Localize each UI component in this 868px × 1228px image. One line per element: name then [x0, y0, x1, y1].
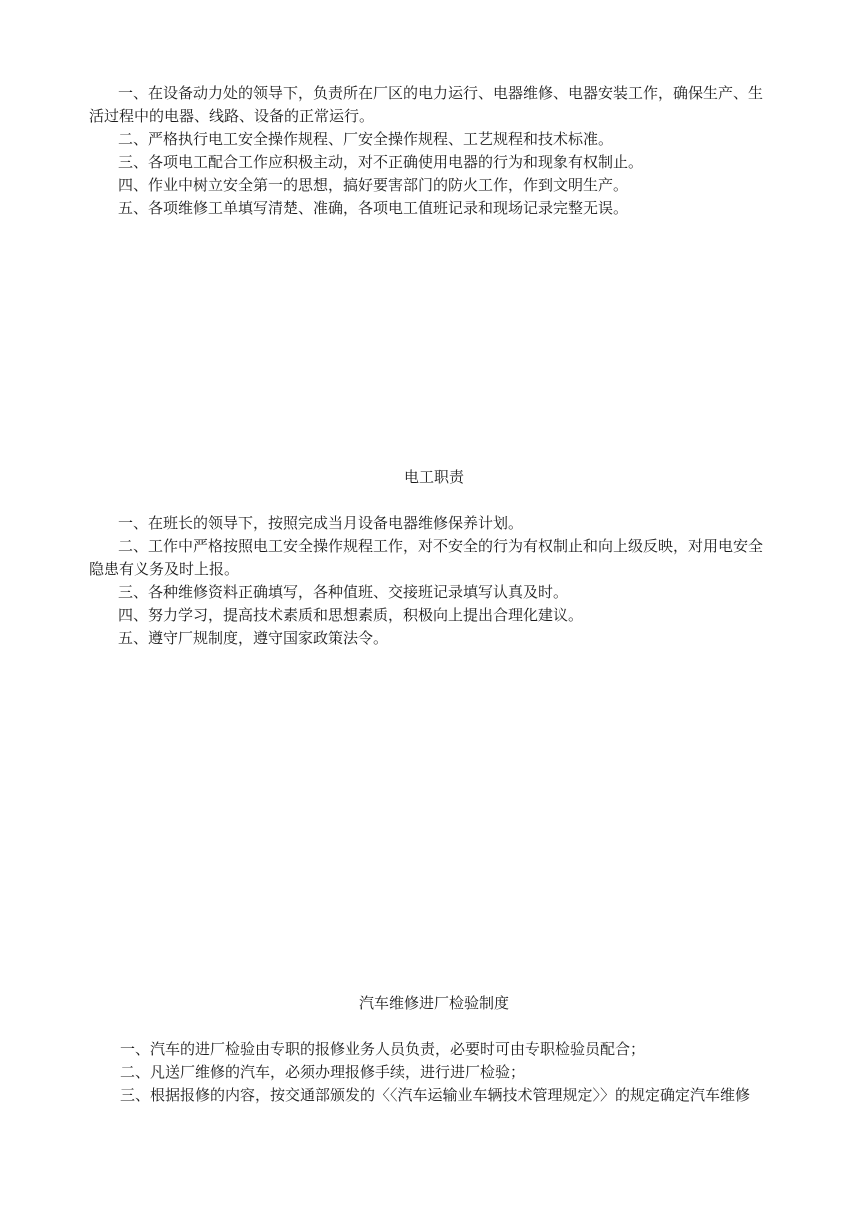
paragraph-item-3: 三、各项电工配合工作应积极主动，对不正确使用电器的行为和现象有权制止。: [118, 153, 644, 171]
paragraph-item-2: 二、工作中严格按照电工安全操作规程工作，对不安全的行为有权制止和向上级反映，对用电安全: [118, 537, 764, 555]
paragraph-item-2-continuation: 隐患有义务及时上报。: [89, 560, 240, 578]
paragraph-item-4: 四、作业中树立安全第一的思想，搞好要害部门的防火工作，作到文明生产。: [118, 176, 629, 194]
paragraph-item-1: 一、在班长的领导下，按照完成当月设备电器维修保养计划。: [118, 514, 524, 532]
paragraph-item-1-continuation: 活过程中的电器、线路、设备的正常运行。: [89, 107, 375, 125]
paragraph-item-3: 三、根据报修的内容，按交通部颁发的〈〈汽车运输业车辆技术管理规定〉〉的规定确定汽车维修: [120, 1086, 751, 1104]
section-vehicle-inspection: [120, 1038, 780, 1107]
section-electrician-duties: [89, 512, 778, 650]
section-title-vehicle-inspection: 汽车维修进厂检验制度: [358, 994, 509, 1012]
paragraph-item-1: 一、在设备动力处的领导下，负责所在厂区的电力运行、电器维修、电器安装工作，确保生产、生: [118, 84, 764, 102]
section-title-electrician-duties: 电工职责: [403, 468, 464, 486]
paragraph-item-3: 三、各种维修资料正确填写，各种值班、交接班记录填写认真及时。: [118, 583, 569, 601]
paragraph-item-5: 五、各项维修工单填写清楚、准确，各项电工值班记录和现场记录完整无误。: [118, 199, 629, 217]
section-electrical-duties: [89, 82, 778, 220]
paragraph-item-2: 二、严格执行电工安全操作规程、厂安全操作规程、工艺规程和技术标准。: [118, 130, 614, 148]
paragraph-item-4: 四、努力学习，提高技术素质和思想素质，积极向上提出合理化建议。: [118, 606, 584, 624]
paragraph-item-5: 五、遵守厂规制度，遵守国家政策法令。: [118, 629, 389, 647]
paragraph-item-1: 一、汽车的进厂检验由专职的报修业务人员负责，必要时可由专职检验员配合；: [120, 1040, 646, 1058]
paragraph-item-2: 二、凡送厂维修的汽车，必须办理报修手续，进行进厂检验；: [120, 1063, 526, 1081]
